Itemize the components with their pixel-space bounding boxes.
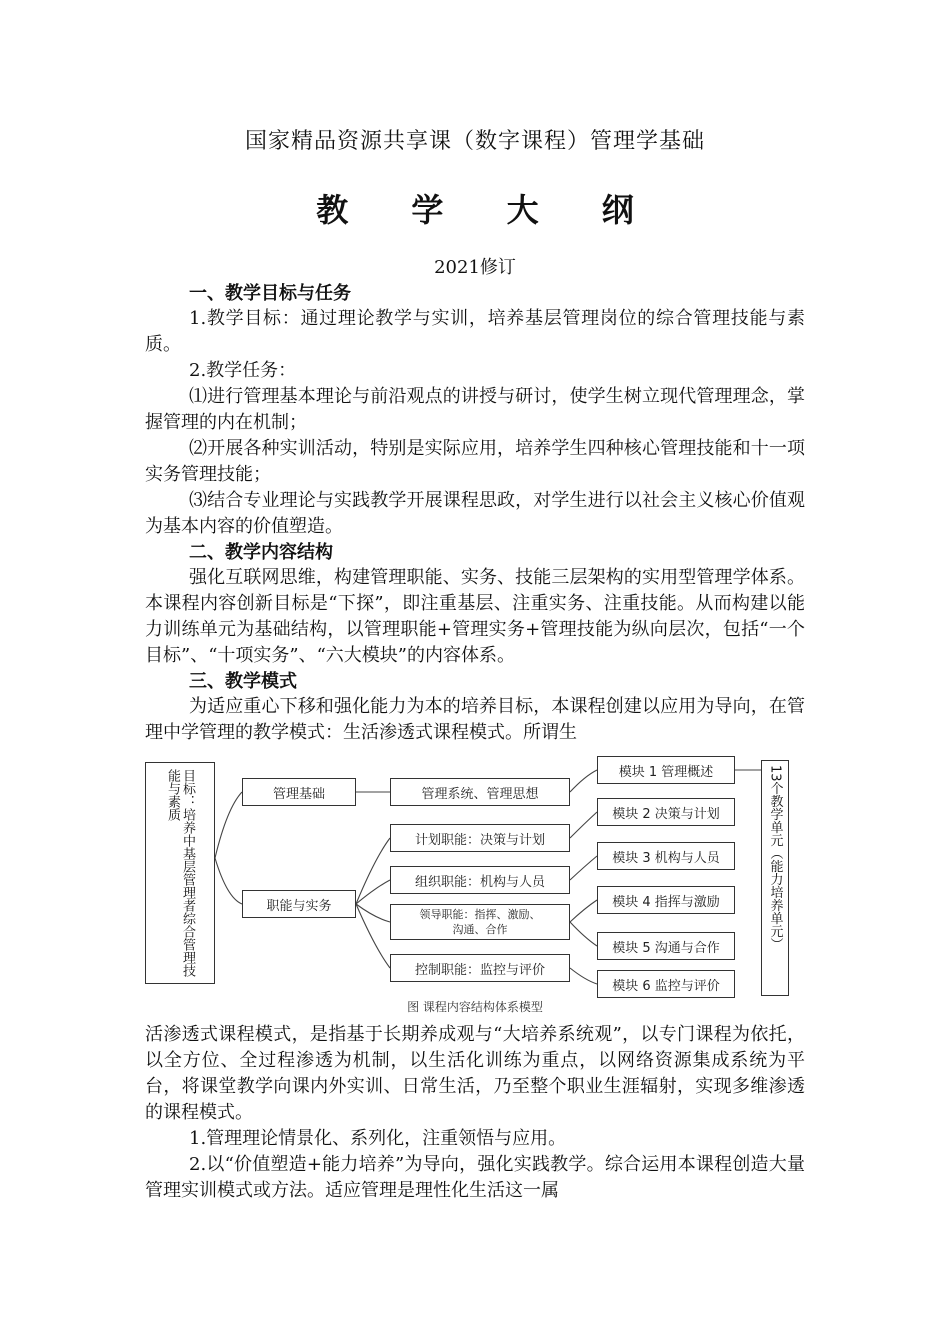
paragraph: 为适应重心下移和强化能力为本的培养目标，本课程创建以应用为导向，在管理中学管理的教学模式：生活渗透式课程模式。所谓生	[145, 696, 805, 743]
module-6: 模块 6 监控与评价	[597, 970, 735, 998]
level2-leading-line2: 沟通、合作	[452, 923, 508, 936]
connector	[215, 792, 242, 858]
paragraph: 1.教学目标：通过理论教学与实训，培养基层管理岗位的综合管理技能与素质。	[145, 308, 805, 355]
level2-planning: 计划职能：决策与计划	[390, 824, 570, 852]
paragraph: ⑴进行管理基本理论与前沿观点的讲授与研讨，使学生树立现代管理理念，掌握管理的内在机制；	[145, 386, 805, 433]
module-2: 模块 2 决策与计划	[597, 798, 735, 826]
level1-functions: 职能与实务	[242, 890, 356, 918]
paragraph: ⑶结合专业理论与实践教学开展课程思政，对学生进行以社会主义核心价值观为基本内容的价值塑造。	[145, 490, 805, 537]
module-3: 模块 3 机构与人员	[597, 842, 735, 870]
level2-controlling: 控制职能：监控与评价	[390, 954, 570, 982]
module-5: 模块 5 沟通与合作	[597, 932, 735, 960]
syllabus-title: 教 学 大 纲	[316, 191, 660, 229]
connector	[356, 904, 390, 922]
figure-caption: 图 课程内容结构体系模型	[407, 1000, 543, 1014]
connector	[356, 838, 390, 904]
level1-foundation: 管理基础	[242, 778, 356, 806]
section2-heading: 二、教学内容结构	[189, 542, 333, 563]
module-4: 模块 4 指挥与激励	[597, 886, 735, 914]
units-box	[761, 760, 789, 996]
connector	[215, 858, 242, 904]
module-1: 模块 1 管理概述	[597, 756, 735, 784]
paragraph: 强化互联网思维，构建管理职能、实务、技能三层架构的实用型管理学体系。本课程内容创新目标是“下探”，即注重基层、注重实务、注重技能。从而构建以能力训练单元为基础结构，以管理职能+管理实务+管理技能为纵向层次，包括“一个目标”、“十项实务”、“六大模块”的内容体系。	[145, 567, 805, 666]
paragraph: 2.教学任务：	[189, 360, 297, 381]
section1-heading: 一、教学目标与任务	[189, 283, 351, 304]
revision-label: 2021修订	[434, 257, 516, 278]
connector	[570, 812, 597, 838]
connector	[570, 770, 597, 792]
section3-heading: 三、教学模式	[189, 671, 297, 692]
paragraph: ⑵开展各种实训活动，特别是实际应用，培养学生四种核心管理技能和十一项实务管理技能；	[145, 438, 805, 485]
units-text: 13个教学单元（能力培养单元）	[767, 765, 783, 951]
paragraph: 活渗透式课程模式，是指基于长期养成观与“大培养系统观”，以专门课程为依托，以全方位、全过程渗透为机制，以生活化训练为重点，以网络资源集成系统为平台，将课堂教学向课内外实训、日常生活，乃至整个职业生涯辐射，实现多维渗透的课程模式。	[145, 1024, 805, 1123]
connector	[570, 900, 597, 922]
document-page	[145, 118, 805, 1204]
paragraph: 2.以“价值塑造+能力培养”为导向，强化实践教学。综合运用本课程创造大量管理实训模式或方法。适应管理是理性化生活这一属	[145, 1154, 805, 1201]
paragraph: 1.管理理论情景化、系列化，注重领悟与应用。	[189, 1128, 567, 1149]
level2-leading-line1: 领导职能：指挥、激励、	[419, 908, 541, 921]
course-title: 国家精品资源共享课（数字课程）管理学基础	[244, 129, 705, 154]
connector	[356, 904, 390, 968]
connector	[570, 922, 597, 946]
connector	[570, 968, 597, 984]
level2-system: 管理系统、管理思想	[390, 778, 570, 806]
goal-box	[145, 762, 215, 984]
goal-text: 目标：培养中基层管理者综合管理技能与素质	[165, 769, 195, 977]
level2-organizing: 组织职能：机构与人员	[390, 866, 570, 894]
connector	[570, 856, 597, 880]
course-structure-diagram	[145, 748, 805, 1018]
level2-leading	[390, 904, 570, 940]
